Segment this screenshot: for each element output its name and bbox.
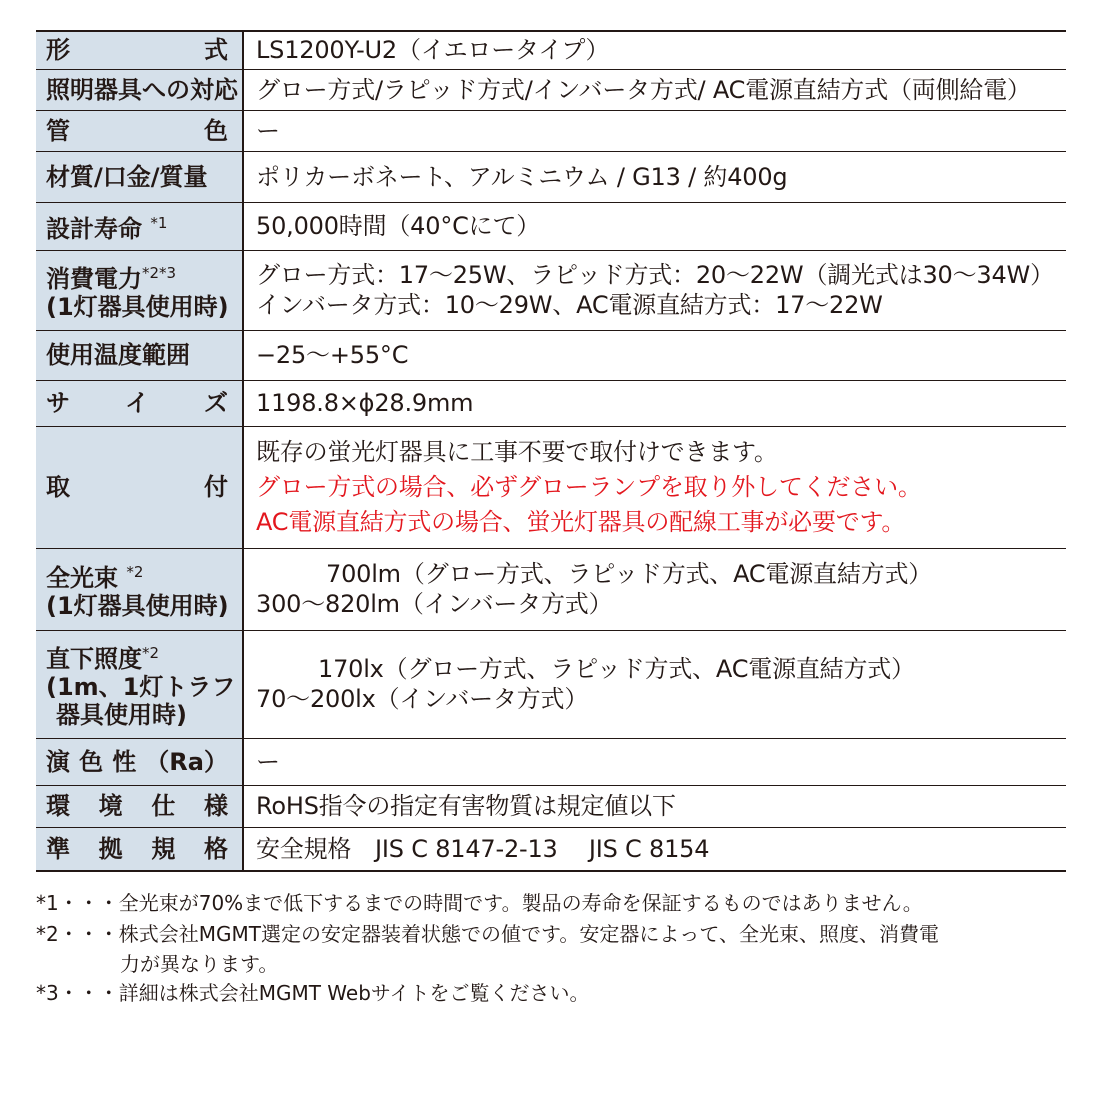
warning-ac: AC電源直結方式の場合、蛍光灯器具の配線工事が必要です。 xyxy=(256,507,906,536)
row-temperature xyxy=(36,330,1066,380)
row-compatibility xyxy=(36,69,1066,110)
label-luminous-flux: 全光束 $^{*2}$ (1灯器具使用時) xyxy=(36,548,243,630)
label-illuminance: 直下照度$^{*2}$ (1m、1灯トラフ 器具使用時) xyxy=(36,630,243,738)
row-power xyxy=(36,250,1066,330)
value-compatibility: グロー方式/ラピッド方式/インバータ方式/ AC電源直結方式（両側給電） xyxy=(256,75,1031,104)
warning-glow: グロー方式の場合、必ずグローランプを取り外してください。 xyxy=(256,472,922,501)
label-temperature: 使用温度範囲 xyxy=(36,330,243,380)
label-model: 形 式 xyxy=(36,31,243,69)
label-environment: 環 境 仕 様 xyxy=(36,785,243,827)
value-model: LS1200Y-U2（イエロータイプ） xyxy=(256,36,610,65)
value-temperature: −25～+55°C xyxy=(256,341,409,369)
value-tube-color: ー xyxy=(256,116,280,145)
spec-table xyxy=(36,30,1066,872)
value-power: グロー方式：17～25W、ラピッド方式：20～22W（調光式は30～34W） インバータ方式：10～29W、AC電源直結方式：17～22W xyxy=(256,261,1054,319)
value-size: 1198.8×ϕ28.9mm xyxy=(256,389,474,417)
row-color-rendering xyxy=(36,738,1066,785)
label-tube-color: 管 色 xyxy=(36,110,243,151)
row-installation xyxy=(36,426,1066,548)
row-environment xyxy=(36,785,1066,827)
label-installation: 取 付 xyxy=(36,426,243,548)
label-power: 消費電力$^{*2*3}$ (1灯器具使用時) xyxy=(36,250,243,330)
row-model xyxy=(36,31,1066,69)
label-color-rendering: 演 色 性 （Ra） xyxy=(36,738,243,785)
row-lifetime xyxy=(36,202,1066,250)
value-color-rendering: ー xyxy=(256,747,280,776)
label-size: サ イ ズ xyxy=(36,380,243,426)
footnote-2: *2・・・株式会社MGMT選定の安定器装着状態での値です。安定器によって、全光束、照度、消費電 力が異なります。 xyxy=(36,922,939,976)
value-environment: RoHS指令の指定有害物質は規定値以下 xyxy=(256,792,676,820)
value-installation: 既存の蛍光灯器具に工事不要で取付けできます。 グロー方式の場合、必ずグローランプを取り外してください。 AC電源直結方式の場合、蛍光灯器具の配線工事が必要です。 xyxy=(243,426,1066,548)
row-material xyxy=(36,151,1066,202)
label-lifetime: 設計寿命 $^{*1}$ xyxy=(36,202,243,250)
value-lifetime: 50,000時間（40°Cにて） xyxy=(256,212,541,240)
footnote-3: *3・・・詳細は株式会社MGMT Webサイトをご覧ください。 xyxy=(36,981,590,1005)
value-illuminance: 170lx（グロー方式、ラピッド方式、AC電源直結方式） 70～200lx（インバータ方式） xyxy=(256,655,915,713)
footnote-1: *1・・・全光束が70%まで低下するまでの時間です。製品の寿命を保証するものではありません。 xyxy=(36,891,923,915)
value-luminous-flux: 700lm（グロー方式、ラピッド方式、AC電源直結方式） 300～820lm（インバータ方式） xyxy=(256,560,933,618)
row-illuminance xyxy=(36,630,1066,738)
row-size xyxy=(36,380,1066,426)
row-luminous-flux xyxy=(36,548,1066,630)
value-standards: 安全規格 JIS C 8147-2-13 JIS C 8154 xyxy=(256,834,710,863)
label-material: 材質/口金/質量 xyxy=(36,151,243,202)
row-standards xyxy=(36,827,1066,871)
footnotes xyxy=(36,888,1086,1009)
row-tube-color xyxy=(36,110,1066,151)
label-compatibility: 照明器具への対応 xyxy=(36,69,243,110)
label-standards: 準 拠 規 格 xyxy=(36,827,243,871)
value-material: ポリカーボネート、アルミニウム / G13 / 約400g xyxy=(256,162,788,191)
